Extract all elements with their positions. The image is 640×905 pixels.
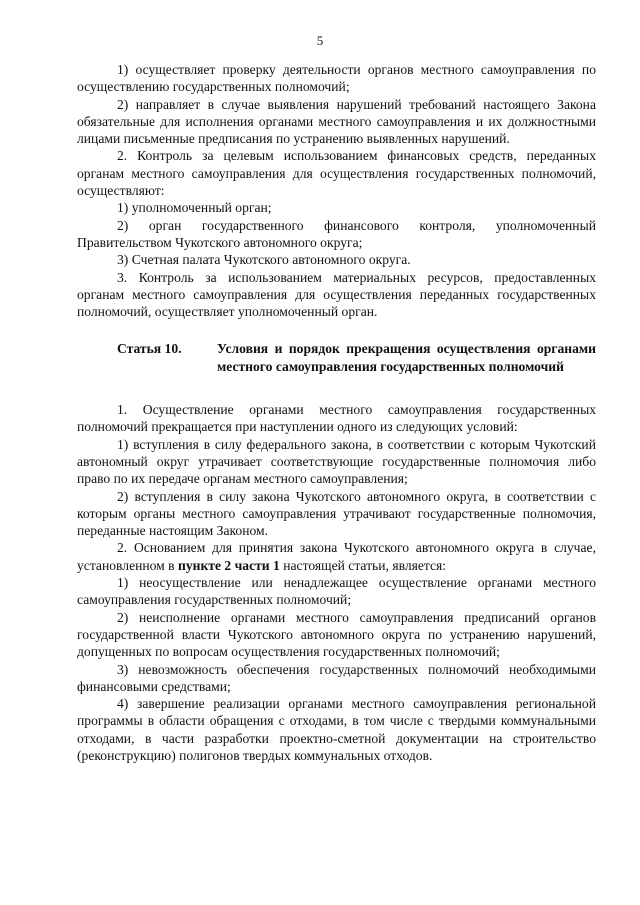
paragraph: 2) неисполнение органами местного самоуправления предписаний органов государственной власти Чукотского автономного округа по устранению нарушений, допущенных по вопросам осуществления государственных полномочий;: [77, 609, 596, 660]
paragraph-text: настоящей статьи, является:: [279, 557, 447, 573]
paragraph-text: 2. Основанием для принятия закона Чукотского автономного округа в случае, установленном в: [77, 540, 596, 573]
paragraph: 3) Счетная палата Чукотского автономного округа.: [117, 252, 411, 268]
paragraph: 3. Контроль за использованием материальных ресурсов, предоставленных органам местного самоуправления для осуществления переданных государственных полномочий, осуществляет уполномоченный орган.: [77, 269, 596, 320]
article-number: Статья 10.: [117, 341, 182, 357]
article-heading: [77, 340, 596, 375]
document-body: [77, 61, 596, 764]
paragraph: 2) вступления в силу закона Чукотского автономного округа, в соответствии с которым органы местного самоуправления утрачивают государственные полномочия, переданные настоящим Законом.: [77, 488, 596, 539]
paragraph: 1. Осуществление органами местного самоуправления государственных полномочий прекращается при наступлении одного из следующих условий:: [77, 402, 596, 435]
paragraph: 1) уполномоченный орган;: [117, 200, 272, 216]
paragraph: 3) невозможность обеспечения государственных полномочий необходимыми финансовыми средствами;: [77, 661, 596, 694]
paragraph: 2) орган государственного финансового контроля, уполномоченный Правительством Чукотского автономного округа;: [77, 217, 596, 250]
paragraph: 2) направляет в случае выявления нарушений требований настоящего Закона обязательные для исполнения органами местного самоуправления и их должностными лицами письменные предписания по устранению выявленных нарушений.: [77, 96, 596, 147]
paragraph: 2. Контроль за целевым использованием финансовых средств, переданных органам местного самоуправления для осуществления государственных полномочий, осуществляют:: [77, 148, 596, 199]
paragraph: 4) завершение реализации органами местного самоуправления региональной программы в области обращения с отходами, в том числе с твердыми коммунальными отходами, в части разработки проектно-сметной документации на строительство (реконструкцию) полигонов твердых коммунальных отходов.: [77, 696, 596, 763]
paragraph: 1) вступления в силу федерального закона, в соответствии с которым Чукотский автономный округ утрачивает соответствующие государственные полномочия либо право по их передаче органам местного самоуправления;: [77, 436, 596, 487]
page-number: 5: [316, 33, 324, 48]
article-title: Условия и порядок прекращения осуществления органами местного самоуправления государственных полномочий: [217, 341, 596, 374]
paragraph: 1) осуществляет проверку деятельности органов местного самоуправления по осуществлению государственных полномочий;: [77, 62, 596, 95]
bold-reference: пункте 2 части 1: [178, 557, 280, 573]
paragraph: 1) неосуществление или ненадлежащее осуществление органами местного самоуправления государственных полномочий;: [77, 575, 596, 608]
paragraph: [77, 539, 596, 574]
